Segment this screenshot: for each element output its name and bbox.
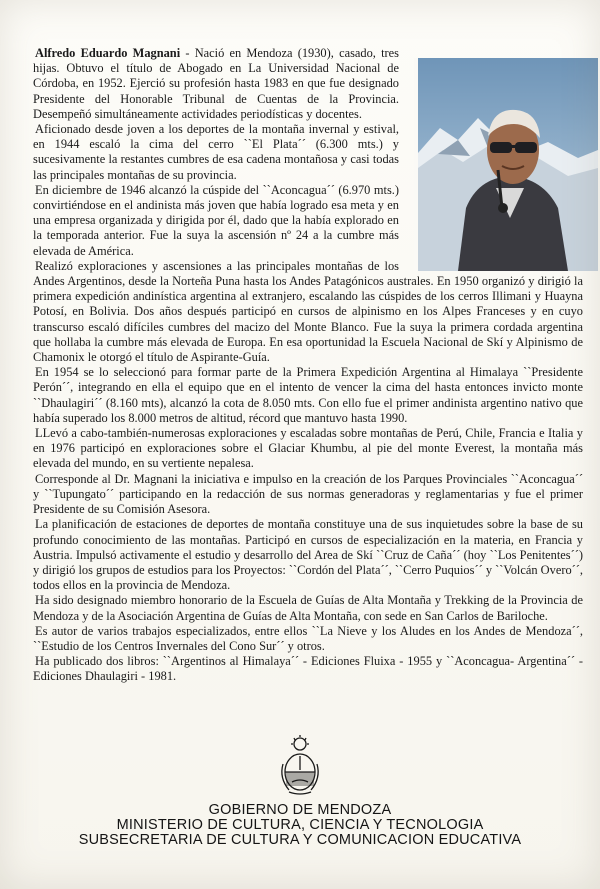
footer-line-2: MINISTERIO DE CULTURA, CIENCIA Y TECNOLOGIA bbox=[116, 817, 484, 833]
footer-line-3: SUBSECRETARIA DE CULTURA Y COMUNICACION EDUCATIVA bbox=[78, 832, 522, 848]
bio-paragraph-11: Ha publicado dos libros: ``Argentinos al Himalaya´´ - Ediciones Fluixa - 1955 y ``Aconcagua- Argentina´´ - Ediciones Dhaulagiri - 1981. bbox=[33, 654, 583, 684]
author-name: Alfredo Eduardo Magnani bbox=[35, 46, 181, 60]
bio-paragraph-7: Corresponde al Dr. Magnani la iniciativa e impulso en la creación de los Parques Provinciales ``Aconcagua´´ y ``Tupungato´´ participando en la redacción de sus normas generadoras y reglamentarias y fue el primer Presidente de su Comisión Asesora. bbox=[33, 471, 583, 517]
bio-paragraph-2: Aficionado desde joven a los deportes de la montaña invernal y estival, en 1944 escaló la cima del cerro ``El Plata´´ (6.300 mts.) y sucesivamente la restantes cumbres de esa cadena montañosa y casi todas las principales montañas de su provincia. bbox=[33, 122, 399, 182]
biography-text bbox=[33, 46, 583, 685]
bio-paragraph-6: LLevó a cabo-también-numerosas exploraciones y escaladas sobre montañas de Perú, Chile, Francia e Italia y en 1976 participó en exploraciones sobre el Glaciar Khumbu, al pie del monte Everest, la montaña más elevada del mundo, en su vertiente nepalesa. bbox=[33, 426, 583, 471]
bio-paragraph-9: Ha sido designado miembro honorario de la Escuela de Guías de Alta Montaña y Trekking de la Provincia de Mendoza y de la Asociación Argentina de Guías de Alta Montaña, con sede en San Carlos de Bariloche. bbox=[33, 593, 583, 623]
bio-paragraph-3: En diciembre de 1946 alcanzó la cúspide del ``Aconcagua´´ (6.970 mts.) convirtiéndose en el andinista más joven que había logrado esa meta y en una empresa organizada y dirigida por él, dado que la había explorado en la temporada anterior. Fue la suya la ascensión nº 24 a la cumbre más elevada de América. bbox=[33, 182, 399, 258]
footer-government-credits bbox=[0, 803, 600, 848]
bio-paragraph-4: Realizó exploraciones y ascensiones a las principales montañas de los Andes Argentinos, desde la Norteña Puna hasta los Andes Patagónicos australes. En 1950 organizó y dirigió la primera expedición andinística argentina al extranjero, escalando las cúspides de los cerros Illimani y Huayna Potosí, en Bolivia. Dos años después participó en cursos de alpinismo en los Alpes Franceses y en cuyo transcurso escaló difíciles cumbres del macizo del Monte Blanco. Fue la suya la primera cordada argentina que hollaba la cumbre más elevada de Europa. En esa oportunidad la Escuela Nacional de Skí y Alpinismo de Chamonix le otorgó el título de Aspirante-Guía. bbox=[33, 258, 583, 365]
bio-paragraph-1: Alfredo Eduardo Magnani - Nació en Mendoza (1930), casado, tres hijas. Obtuvo el título de Abogado en La Universidad Nacional de Córdoba, en 1952. Ejerció su profesión hasta 1983 en que fue designado Presidente del Honorable Tribunal de Cuentas de la Provincia. Desempeñó simultáneamente actividades periodísticas y docentes. bbox=[33, 46, 399, 121]
mendoza-coat-of-arms-icon bbox=[277, 734, 323, 798]
bio-paragraph-10: Es autor de varios trabajos especializados, entre ellos ``La Nieve y los Aludes en los Andes de Mendoza´´, ``Estudio de los Centros Invernales del Cono Sur´´ y otros. bbox=[33, 623, 583, 653]
footer-line-1: GOBIERNO DE MENDOZA bbox=[208, 802, 392, 818]
bio-paragraph-8: La planificación de estaciones de deportes de montaña constituye una de sus inquietudes sobre la base de su profundo conocimiento de las montañas. Participó en cursos de especialización en la materia, en Francia y Austria. Impulsó activamente el estudio y desarrollo del Area de Skí ``Cruz de Caña´´ (hoy ``Los Penitentes´´) y dirigió los grupos de estudios para los Proyectos: ``Cordón del Plata´´, ``Cerro Puquios´´ y ``Volcán Overo´´, todos ellos en la provincia de Mendoza. bbox=[33, 517, 583, 593]
bio-paragraph-5: En 1954 se lo seleccionó para formar parte de la Primera Expedición Argentina al Himalaya ``Presidente Perón´´, integrando en ella el equipo que en el intento de vencer la cima del hasta entonces invicto monte ``Dhaulagiri´´ (8.160 mts), alcanzó la cota de 8.050 mts. Con ello fue el primer andinista argentino nativo que había superado los 8.000 metros de altitud, récord que mantuvo hasta 1990. bbox=[33, 365, 583, 425]
